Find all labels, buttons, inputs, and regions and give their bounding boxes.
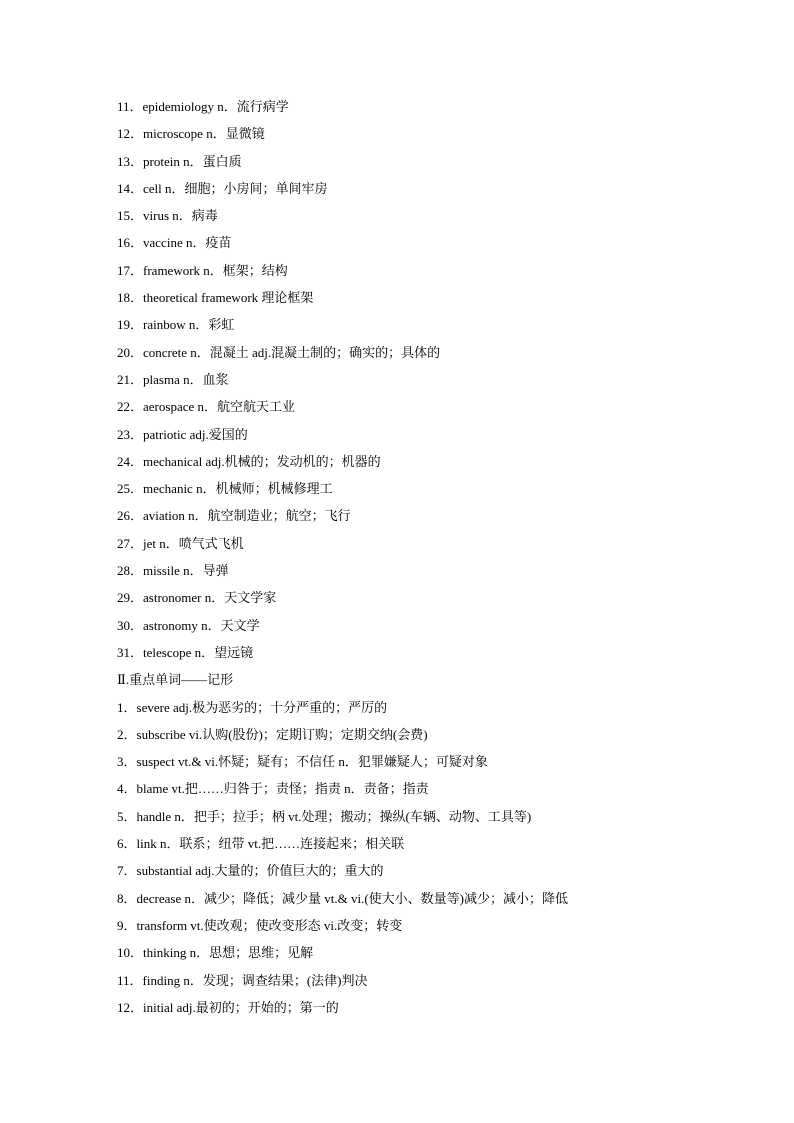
entry-text: missile n．导弹 (143, 563, 229, 579)
vocabulary-page (117, 93, 757, 1021)
vocabulary-entry (117, 475, 757, 502)
entry-text: theoretical framework 理论框架 (143, 290, 314, 306)
entry-text: aerospace n．航空航天工业 (143, 399, 296, 415)
entry-number: 1． (117, 699, 137, 715)
entry-text: severe adj.极为恶劣的；十分严重的；严厉的 (136, 699, 388, 715)
entry-text: transform vt.使改观；使改变形态 vi.改变；转变 (136, 917, 403, 933)
entry-text: astronomy n．天文学 (143, 617, 260, 633)
vocabulary-entry (117, 639, 757, 666)
vocabulary-entry (117, 694, 757, 721)
entry-number: 2． (117, 726, 137, 742)
vocabulary-entry (117, 229, 757, 256)
vocabulary-entry (117, 502, 757, 529)
entry-number: 7． (117, 863, 137, 879)
vocabulary-entry (117, 912, 757, 939)
entry-number: 4． (117, 781, 137, 797)
entry-text: framework n．框架；结构 (143, 262, 288, 278)
vocabulary-entry (117, 584, 757, 611)
vocabulary-entry (117, 393, 757, 420)
entry-text: epidemiology n．流行病学 (142, 99, 289, 114)
vocabulary-entry (117, 120, 757, 147)
entry-text: mechanical adj.机械的；发动机的；机器的 (143, 453, 381, 469)
entry-number: 10． (117, 945, 144, 961)
vocabulary-list-part1 (117, 93, 757, 666)
vocabulary-entry (117, 775, 757, 802)
entry-number: 3． (117, 754, 137, 770)
entry-number: 8． (117, 890, 137, 906)
entry-text: protein n．蛋白质 (143, 153, 242, 169)
entry-number: 31． (117, 644, 144, 660)
vocabulary-entry (117, 939, 757, 966)
vocabulary-entry (117, 748, 757, 775)
vocabulary-entry (117, 311, 757, 338)
entry-number: 15． (117, 208, 144, 224)
vocabulary-entry (117, 721, 757, 748)
section-heading: Ⅱ.重点单词——记形 (117, 672, 234, 688)
entry-number: 5． (117, 808, 137, 824)
entry-text: aviation n．航空制造业；航空；飞行 (143, 508, 351, 524)
vocabulary-entry (117, 175, 757, 202)
vocabulary-entry (117, 612, 757, 639)
entry-number: 21． (117, 371, 144, 387)
vocabulary-entry (117, 557, 757, 584)
entry-text: virus n．病毒 (143, 208, 218, 224)
entry-number: 12． (117, 126, 144, 142)
entry-number: 6． (117, 836, 137, 852)
entry-number: 17． (117, 262, 144, 278)
entry-text: decrease n．减少；降低；减少量 vt.& vi.(使大小、数量等)减少；减小；降低 (136, 890, 568, 906)
entry-text: blame vt.把……归咎于；责怪；指责 n．责备；指责 (136, 781, 429, 797)
vocabulary-entry (117, 530, 757, 557)
vocabulary-entry (117, 284, 757, 311)
vocabulary-entry (117, 857, 757, 884)
entry-text: jet n．喷气式飞机 (143, 535, 244, 551)
entry-text: initial adj.最初的；开始的；第一的 (143, 999, 339, 1015)
entry-text: thinking n．思想；思维；见解 (143, 945, 314, 961)
vocabulary-entry (117, 339, 757, 366)
vocabulary-entry (117, 93, 757, 120)
entry-number: 27． (117, 535, 144, 551)
entry-number: 13． (117, 153, 144, 169)
entry-number: 23． (117, 426, 144, 442)
entry-number: 29． (117, 590, 144, 606)
entry-text: finding n．发现；调查结果；(法律)判决 (142, 972, 368, 988)
entry-text: telescope n．望远镜 (143, 644, 254, 660)
entry-number: 11． (117, 972, 143, 988)
vocabulary-entry (117, 994, 757, 1021)
entry-text: vaccine n．疫苗 (143, 235, 232, 251)
entry-number: 12． (117, 999, 144, 1015)
entry-text: suspect vt.& vi.怀疑；疑有；不信任 n．犯罪嫌疑人；可疑对象 (136, 754, 488, 770)
entry-text: astronomer n．天文学家 (143, 590, 277, 606)
entry-number: 18． (117, 290, 144, 306)
entry-number: 26． (117, 508, 144, 524)
entry-text: mechanic n．机械师；机械修理工 (143, 481, 333, 497)
entry-number: 24． (117, 453, 144, 469)
entry-text: patriotic adj.爱国的 (143, 426, 248, 442)
vocabulary-entry (117, 148, 757, 175)
entry-number: 14． (117, 180, 144, 196)
entry-text: link n．联系；纽带 vt.把……连接起来；相关联 (136, 836, 405, 852)
vocabulary-entry (117, 448, 757, 475)
entry-number: 19． (117, 317, 144, 333)
vocabulary-entry (117, 366, 757, 393)
vocabulary-entry (117, 830, 757, 857)
entry-text: substantial adj.大量的；价值巨大的；重大的 (136, 863, 384, 879)
entry-text: cell n．细胞；小房间；单间牢房 (143, 180, 328, 196)
vocabulary-list-part2 (117, 694, 757, 1022)
entry-number: 28． (117, 563, 144, 579)
entry-number: 22． (117, 399, 144, 415)
entry-number: 11． (117, 99, 143, 114)
entry-text: plasma n．血浆 (143, 371, 229, 387)
vocabulary-entry (117, 202, 757, 229)
entry-text: handle n．把手；拉手；柄 vt.处理；搬动；操纵(车辆、动物、工具等) (136, 808, 532, 824)
vocabulary-entry (117, 421, 757, 448)
vocabulary-entry (117, 967, 757, 994)
entry-number: 25． (117, 481, 144, 497)
vocabulary-entry (117, 885, 757, 912)
entry-number: 9． (117, 917, 137, 933)
entry-text: microscope n．显微镜 (143, 126, 265, 142)
vocabulary-entry (117, 803, 757, 830)
entry-text: rainbow n．彩虹 (143, 317, 235, 333)
entry-number: 30． (117, 617, 144, 633)
entry-number: 16． (117, 235, 144, 251)
entry-text: subscribe vi.认购(股份)；定期订购；定期交纳(会费) (136, 726, 428, 742)
vocabulary-entry (117, 257, 757, 284)
entry-number: 20． (117, 344, 144, 360)
entry-text: concrete n．混凝土 adj.混凝土制的；确实的；具体的 (143, 344, 441, 360)
